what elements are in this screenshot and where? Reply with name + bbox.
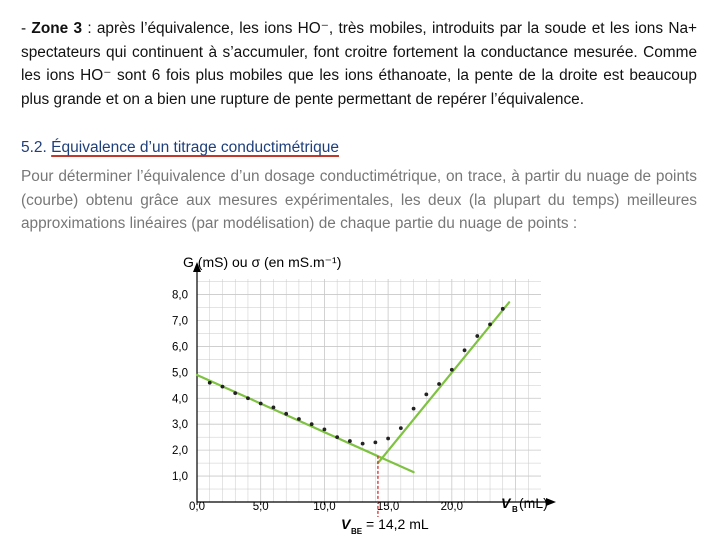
data-point [323,427,327,431]
data-point [348,439,352,443]
data-point [424,392,428,396]
data-point [373,440,377,444]
section-number: 5.2. [21,139,47,156]
y-tick-label: 3,0 [172,419,188,432]
fit-lines [197,302,509,472]
x-tick-label: 0,0 [189,501,205,513]
chart-axes [193,262,556,506]
data-point [233,391,237,395]
data-point [297,417,301,421]
section-title: Équivalence d’un titrage conductimétrique [51,139,339,156]
data-point [221,385,225,389]
x-tick-label: 15,0 [376,501,400,513]
y-tick-label: 4,0 [172,393,188,406]
data-point [488,322,492,326]
y-tick-label: 5,0 [172,367,188,380]
data-point [463,348,467,352]
zone3-paragraph: - Zone 3 : après l’équivalence, les ions HO⁻, très mobiles, introduits par la soude et les ions Na+ spectateurs qui continuent à s’accumuler, font croitre fortement la conductance mesurée. Comme les ions HO⁻ sont 6 fois plus mobiles que les ions éthanoate, la pente de la droite est beaucoup plus grande et on a bien une rupture de pente permettant de repérer l’équivalence. [21,20,697,108]
equivalence-label: V [341,516,351,532]
method-paragraph: Pour déterminer l’équivalence d’un dosage conductimétrique, on trace, à partir du nuage de points (courbe) obtenu grâce aux mesures expérimentales, les deux (la plupart du temps) meilleures approximations linéaires (par modélisation) de chaque partie du nuage de points : [21,168,697,232]
data-point [272,405,276,409]
x-tick-label: 5,0 [252,501,269,513]
x-axis-title: V [501,495,511,511]
equivalence-value: = 14,2 mL [366,516,429,532]
data-point [437,382,441,386]
y-tick-label: 6,0 [172,341,188,354]
equivalence-label-sub: BE [351,527,363,536]
x-axis-title-sub: B [512,505,518,514]
y-tick-label: 7,0 [172,315,188,328]
data-point [475,334,479,338]
y-tick-label: 2,0 [172,445,188,458]
y-axis-title: G (mS) ou σ (en mS.m⁻¹) [183,254,342,270]
data-points [208,307,505,446]
data-point [450,368,454,372]
data-point [208,381,212,385]
x-tick-label: 20,0 [440,501,464,513]
y-tick-label: 1,0 [172,471,188,484]
chart-grid [197,279,541,502]
data-point [386,437,390,441]
data-point [335,435,339,439]
chart-labels [172,254,548,536]
data-point [246,396,250,400]
fit-line [378,302,509,463]
data-point [412,407,416,411]
data-point [399,426,403,430]
x-axis-unit: (mL) [519,495,548,511]
data-point [310,422,314,426]
data-point [501,307,505,311]
x-tick-label: 10,0 [313,501,336,513]
zone3-label: Zone 3 [31,20,83,37]
data-point [361,442,365,446]
y-tick-label: 8,0 [172,289,188,302]
data-point [259,402,263,406]
data-point [284,412,288,416]
